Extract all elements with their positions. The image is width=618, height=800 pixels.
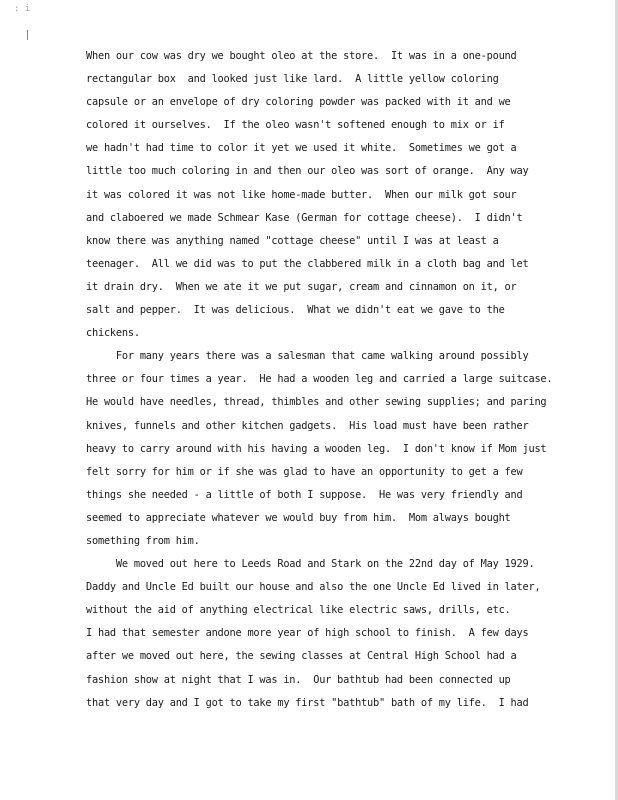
text-line: and claboered we made Schmear Kase (German for cottage cheese). I didn't [86, 211, 523, 224]
text-line: I had that semester andone more year of high school to finish. A few days [86, 627, 529, 640]
text-line: something from him. [86, 534, 200, 547]
text-line: teenager. All we did was to put the clabbered milk in a cloth bag and let [86, 257, 529, 270]
text-line: heavy to carry around with his having a wooden leg. I don't know if Mom just [86, 442, 547, 455]
text-line: that very day and I got to take my first "bathtub" bath of my life. I had [86, 696, 529, 709]
text-line: without the aid of anything electrical like electric saws, drills, etc. [86, 604, 511, 617]
text-line: fashion show at night that I was in. Our bathtub had been connected up [86, 673, 511, 686]
text-line: it was colored it was not like home-made butter. When our milk got sour [86, 188, 517, 201]
text-line: For many years there was a salesman that came walking around possibly [86, 350, 529, 363]
text-line: we hadn't had time to color it yet we used it white. Sometimes we got a [86, 142, 517, 155]
text-line: Daddy and Uncle Ed built our house and also the one Uncle Ed lived in later, [86, 581, 541, 594]
text-line: He would have needles, thread, thimbles and other sewing supplies; and paring [86, 396, 547, 409]
text-line: When our cow was dry we bought oleo at the store. It was in a one-pound [86, 50, 517, 62]
text-line: little too much coloring in and then our oleo was sort of orange. Any way [86, 165, 529, 178]
text-line: colored it ourselves. If the oleo wasn't softened enough to mix or if [86, 119, 505, 132]
text-line: rectangular box and looked just like lard. A little yellow coloring [86, 73, 499, 86]
text-line: felt sorry for him or if she was glad to have an opportunity to get a few [86, 465, 523, 478]
margin-tick [27, 30, 28, 40]
text-line: We moved out here to Leeds Road and Stark on the 22nd day of May 1929. [86, 558, 535, 571]
text-line: salt and pepper. It was delicious. What we didn't eat we gave to the [86, 304, 505, 317]
text-line: knives, funnels and other kitchen gadgets. His load must have been rather [86, 419, 529, 432]
typed-body-text [86, 45, 606, 715]
text-line: after we moved out here, the sewing classes at Central High School had a [86, 650, 517, 663]
text-line: chickens. [86, 327, 140, 340]
text-line: three or four times a year. He had a wooden leg and carried a large suitcase. [86, 373, 553, 386]
text-line: it drain dry. When we ate it we put sugar, cream and cinnamon on it, or [86, 280, 517, 293]
text-line: capsule or an envelope of dry coloring powder was packed with it and we [86, 96, 511, 109]
text-line: things she needed - a little of both I suppose. He was very friendly and [86, 488, 523, 501]
text-line: know there was anything named "cottage cheese" until I was at least a [86, 234, 499, 247]
text-line: seemed to appreciate whatever we would buy from him. Mom always bought [86, 511, 511, 524]
corner-mark: : i [14, 4, 31, 14]
